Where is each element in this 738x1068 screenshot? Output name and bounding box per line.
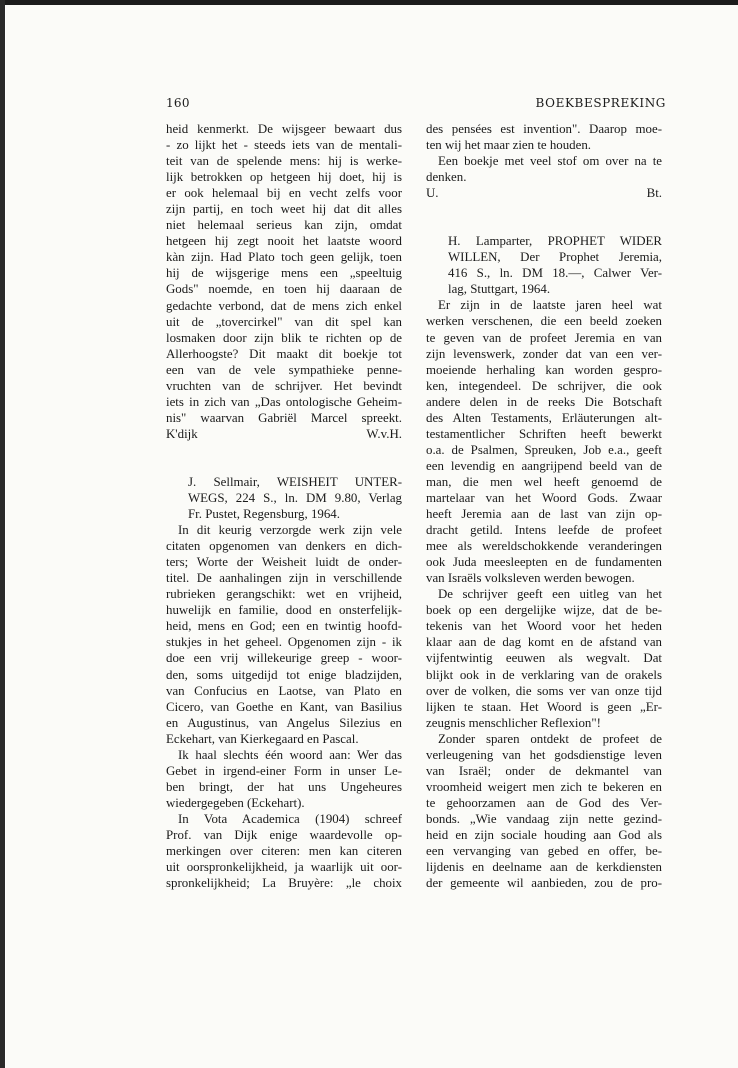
text-line: zeugnis menschlicher Reflexion"! bbox=[426, 715, 601, 730]
signature-initials: W.v.H. bbox=[366, 426, 402, 441]
text-line: doe een vrij willekeurige greep - woor- bbox=[166, 651, 402, 666]
text-line: des pensées est invention". Daarop moe- bbox=[426, 122, 662, 136]
text-line: hij de wijsgerige mens een „speeltuig bbox=[166, 266, 402, 281]
page-number: 160 bbox=[166, 96, 190, 110]
left-column bbox=[166, 121, 402, 891]
text-line: lijken te staan. Het Woord is geen „Er- bbox=[426, 699, 662, 714]
text-line: zijn levenswerk, zonder dat van een ver- bbox=[426, 346, 662, 361]
text-line: In Vota Academica (1904) schreef bbox=[178, 811, 402, 826]
review-paragraph bbox=[166, 522, 402, 891]
text-line: hetgeen hij zegt nooit het laatste woord bbox=[166, 234, 402, 249]
text-line: Allerhoogste? Dit maakt dit boekje tot bbox=[166, 346, 402, 361]
text-line: rubrieken gerangschikt: wet en vrijheid, bbox=[166, 587, 402, 602]
text-line: moeiende herhaling kan worden gespro- bbox=[426, 362, 662, 377]
citation-line: 416 S., ln. DM 18.—, Calwer Ver- bbox=[448, 266, 662, 281]
text-line: titel. De aanhalingen zijn in verschillende bbox=[166, 571, 402, 586]
text-line: blijkt ook in de verklaring van de orakels bbox=[426, 667, 662, 682]
text-line: testamentlicher Schriften heeft bewerkt bbox=[426, 426, 662, 441]
text-line: een levendig en aangrijpend beeld van de bbox=[426, 458, 662, 473]
text-line: Eckehart, van Kierkegaard en Pascal. bbox=[166, 731, 359, 746]
review-continued-paragraph bbox=[426, 121, 662, 185]
citation-line: WILLEN, Der Prophet Jeremia, bbox=[448, 250, 662, 265]
text-line: te geven van de profeet Jeremia en van bbox=[426, 330, 662, 345]
text-line: vruchten van de schrijver. Het bevindt bbox=[166, 378, 402, 393]
book-citation bbox=[166, 474, 402, 522]
text-line: boek op een dergelijke wijze, dat de be- bbox=[426, 603, 662, 618]
citation-line: WEGS, 224 S., ln. DM 9.80, Verlag bbox=[188, 490, 402, 505]
text-line: - zo lijkt het - steeds iets van de mentali- bbox=[166, 138, 402, 153]
text-line: kàn zijn. Had Plato toch geen gelijk, toen bbox=[166, 250, 402, 265]
text-line: Prof. van Dijk enige waardevolle op- bbox=[166, 827, 402, 842]
text-line: ook Juda meesleepten en de fundamenten bbox=[426, 555, 662, 570]
text-line: citaten opgenomen van denkers en dich- bbox=[166, 539, 402, 554]
reviewer-signature bbox=[166, 426, 402, 442]
text-line: niet helemaal serieus kan zijn, omdat bbox=[166, 218, 402, 233]
text-line: vroomheid weigert men zich te bekeren en bbox=[426, 779, 662, 794]
text-line: denken. bbox=[426, 170, 467, 185]
citation-line: lag, Stuttgart, 1964. bbox=[448, 282, 551, 297]
review-continued-paragraph bbox=[166, 121, 402, 426]
text-line: losmaken door zijn blik te richten op de bbox=[166, 330, 402, 345]
scan-border-left bbox=[0, 0, 5, 1068]
text-line: van Confucius en Laotse, van Plato en bbox=[166, 683, 402, 698]
text-line: dracht getild. Intens leefde de profeet bbox=[426, 523, 662, 538]
text-line: vijfentwintig eeuwen als wegvalt. Dat bbox=[426, 651, 662, 666]
text-line: gedachte verbond, dat de mens zich enkel bbox=[166, 298, 402, 313]
text-line: tekenis van het Woord voor het heden bbox=[426, 619, 662, 634]
citation-line: Fr. Pustet, Regensburg, 1964. bbox=[188, 507, 340, 522]
book-citation bbox=[426, 233, 662, 297]
review-paragraph bbox=[426, 297, 662, 891]
text-line: Zonder sparen ontdekt de profeet de bbox=[438, 731, 662, 746]
text-line: van Israël; onder de dekmantel van bbox=[426, 763, 662, 778]
text-line: en Augustinus, van Angelus Silezius en bbox=[166, 715, 402, 730]
page-header bbox=[166, 96, 666, 116]
text-line: der gemeente wil aanbieden, zou de pro- bbox=[426, 876, 662, 891]
text-line: martelaar van het Woord Gods. Zwaar bbox=[426, 490, 662, 505]
text-line: over de volken, die soms ver van onze tijd bbox=[426, 683, 662, 698]
text-line: wiedergegeben (Eckehart). bbox=[166, 795, 305, 810]
text-line: heid en zijn sociale houding aan God als bbox=[426, 827, 662, 842]
text-line: nis" waarvan Gabriël Marcel spreekt. bbox=[166, 410, 402, 425]
right-column bbox=[426, 121, 662, 891]
text-line: te gehoorzamen aan de God des Ver- bbox=[426, 795, 662, 810]
text-line: Een boekje met veel stof om over na te bbox=[438, 154, 662, 169]
text-line: De schrijver geeft een uitleg van het bbox=[438, 587, 662, 602]
text-line: teit van de spelende mens: hij is werke- bbox=[166, 154, 402, 169]
text-line: een van de vele sympathieke penne- bbox=[166, 362, 402, 377]
text-line: des Alten Testaments, Erläuterungen alt- bbox=[426, 410, 662, 425]
text-line: spronkelijkheid; La Bruyère: „le choix bbox=[166, 876, 402, 891]
reviewer-signature bbox=[426, 185, 662, 201]
text-line: een vervanging van gebed en offer, be- bbox=[426, 844, 662, 859]
text-line: klaar aan de dag komt en de afstand van bbox=[426, 635, 662, 650]
text-line: ben bringt, der hat uns Ungeheures bbox=[166, 779, 402, 794]
text-line: In dit keurig verzorgde werk zijn vele bbox=[178, 523, 402, 538]
text-line: den, soms uitgedijd tot enige bladzijden, bbox=[166, 667, 402, 682]
text-line: ken, integendeel. De schrijver, die ook bbox=[426, 378, 662, 393]
text-line: merkingen over citeren: men kan citeren bbox=[166, 844, 402, 859]
signature-place: U. bbox=[426, 186, 439, 201]
text-line: iets in zich van „Das ontologische Geheim- bbox=[166, 394, 402, 409]
text-line: er ook helemaal bij en vecht zelfs voor bbox=[166, 186, 402, 201]
text-line: van Israëls volksleven werden bewogen. bbox=[426, 571, 635, 586]
running-head: BOEKBESPREKING bbox=[535, 96, 666, 110]
text-line: huwelijk en familie, dood en onsterfelijk- bbox=[166, 603, 402, 618]
text-line: ters; Worte der Weisheit luidt de onder- bbox=[166, 555, 402, 570]
text-line: Gebet in irgend-einer Form in unser Le- bbox=[166, 763, 402, 778]
text-line: mee als wereldschokkende veranderingen bbox=[426, 539, 662, 554]
text-line: heid, mens en God; een en twintig hoofd- bbox=[166, 619, 402, 634]
signature-place: K'dijk bbox=[166, 426, 198, 441]
text-line: bonds. „Wie vandaag zijn nette gezind- bbox=[426, 811, 662, 826]
text-line: werken verschenen, die een beeld zoeken bbox=[426, 314, 662, 329]
text-line: heid kenmerkt. De wijsgeer bewaart dus bbox=[166, 122, 402, 136]
text-line: Cicero, van Goethe en Kant, van Basilius bbox=[166, 699, 402, 714]
signature-initials: Bt. bbox=[646, 186, 662, 201]
text-line: uit oorspronkelijkheid, ja waarlijk uit oor- bbox=[166, 860, 402, 875]
text-line: uit de „tovercirkel" van dit spel kan bbox=[166, 314, 402, 329]
text-line: andere delen in de reeks Die Botschaft bbox=[426, 394, 662, 409]
text-line: Er zijn in de laatste jaren heel wat bbox=[438, 298, 662, 313]
text-line: verleugening van het godsdienstige leven bbox=[426, 747, 662, 762]
text-line: lijk betrokken op hetgeen hij doet, hij is bbox=[166, 170, 402, 185]
text-line: zijn partij, en toch weet hij dat dit alles bbox=[166, 202, 402, 217]
text-line: man, die men wel heeft genoemd de bbox=[426, 474, 662, 489]
text-line: o.a. de Psalmen, Spreuken, Job e.a., geeft bbox=[426, 442, 662, 457]
text-line: heeft Jeremia aan de last van zijn op- bbox=[426, 507, 662, 522]
text-line: lijdenis en deelname aan de kerkdiensten bbox=[426, 860, 662, 875]
citation-line: J. Sellmair, WEISHEIT UNTER- bbox=[188, 474, 402, 489]
text-line: Ik haal slechts één woord aan: Wer das bbox=[178, 747, 402, 762]
text-line: stukjes in het geheel. Opgenomen zijn - ik bbox=[166, 635, 402, 650]
text-line: ten wij het maar zien te houden. bbox=[426, 138, 592, 153]
text-line: Gods" noemde, en toen hij daaraan de bbox=[166, 282, 402, 297]
citation-line: H. Lamparter, PROPHET WIDER bbox=[448, 234, 662, 249]
